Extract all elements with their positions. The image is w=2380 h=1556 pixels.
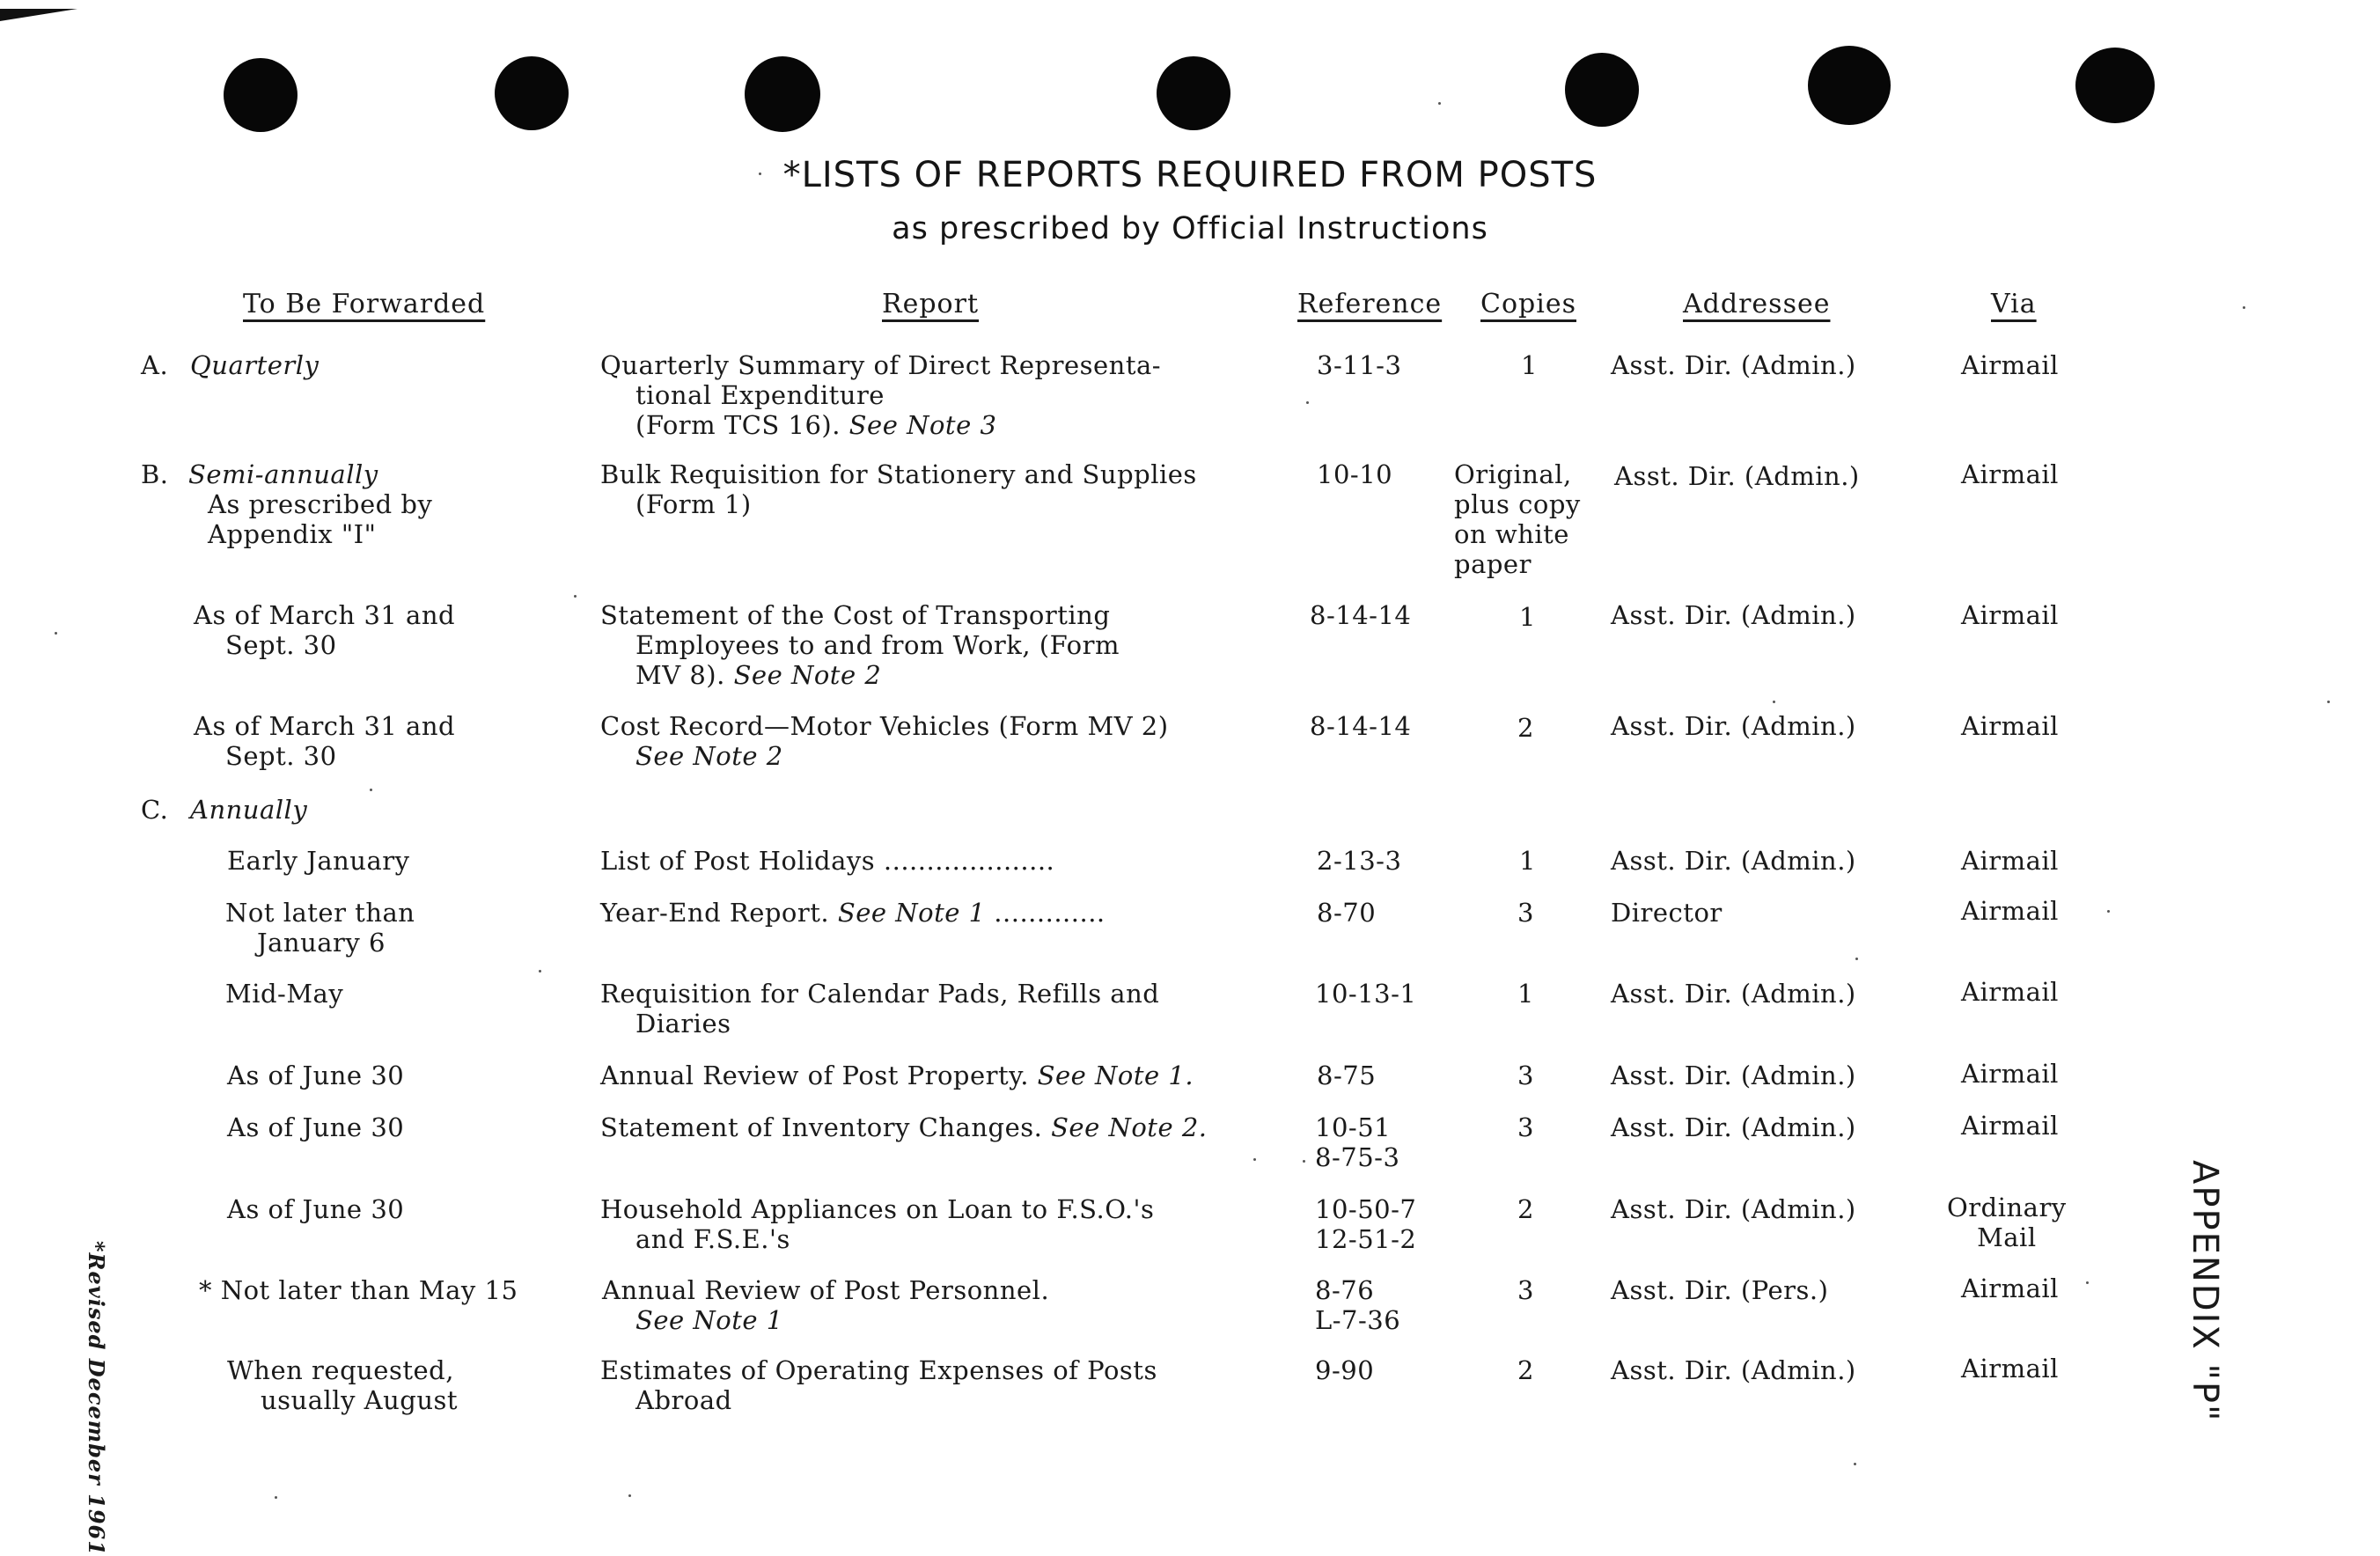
- forward-cell: [208, 489, 432, 549]
- page-subtitle: as prescribed by Official Instructions: [892, 211, 1488, 246]
- header-copies: Copies: [1480, 289, 1576, 319]
- via-cell: Airmail: [1961, 350, 2059, 380]
- report-cell: [600, 1355, 1157, 1415]
- speck: [759, 172, 761, 175]
- via-cell: Airmail: [1961, 1111, 2059, 1141]
- report-line: Household Appliances on Loan to F.S.O.'s: [600, 1194, 1155, 1224]
- report-line: Annual Review of Post Personnel.: [602, 1275, 1050, 1305]
- addressee-cell: Asst. Dir. (Admin.): [1611, 846, 1856, 876]
- forward-cell: Early January: [227, 846, 410, 876]
- speck: [1438, 102, 1441, 105]
- speck: [1253, 1158, 1256, 1161]
- report-cell: [600, 350, 1161, 440]
- forward-cell: [194, 600, 455, 660]
- copies-line: on white: [1454, 519, 1569, 549]
- copies-cell: 2: [1517, 1194, 1534, 1224]
- forward-line: As prescribed by: [208, 489, 433, 519]
- punch-hole: [495, 56, 569, 130]
- header-report: Report: [882, 289, 980, 319]
- copies-cell: 1: [1517, 979, 1534, 1009]
- reference-line: L-7-36: [1315, 1305, 1401, 1335]
- report-line: (Form 1): [635, 489, 752, 519]
- reference-cell: 2-13-3: [1317, 846, 1402, 876]
- reference-cell: 3-11-3: [1317, 350, 1402, 380]
- copies-line: Original,: [1454, 459, 1572, 489]
- addressee-cell: Director: [1611, 898, 1723, 928]
- forward-cell: [194, 711, 455, 771]
- forward-line: When requested,: [227, 1355, 454, 1385]
- forward-cell: * Not later than May 15: [199, 1275, 518, 1305]
- addressee-cell: Asst. Dir. (Admin.): [1611, 600, 1856, 630]
- via-cell: Airmail: [1961, 1273, 2059, 1303]
- addressee-cell: Asst. Dir. (Pers.): [1611, 1275, 1829, 1305]
- note-ref: See Note 2: [635, 741, 783, 771]
- punch-hole: [745, 56, 820, 132]
- header-to-be-forwarded: To Be Forwarded: [243, 289, 486, 319]
- copies-line: plus copy: [1454, 489, 1581, 519]
- speck: [2327, 701, 2330, 703]
- speck: [1303, 1160, 1305, 1163]
- report-cell: List of Post Holidays ....................: [600, 846, 1055, 876]
- reference-line: 10-50-7: [1315, 1194, 1417, 1224]
- addressee-cell: Asst. Dir. (Admin.): [1611, 1061, 1856, 1090]
- forward-line: Sept. 30: [225, 630, 337, 660]
- note-ref: See Note 1.: [1037, 1061, 1194, 1090]
- forward-line: Appendix "I": [208, 519, 377, 549]
- via-line: Mail: [1977, 1222, 2037, 1252]
- copies-cell: 1: [1519, 846, 1536, 876]
- section-letter: A.: [141, 350, 169, 380]
- header-addressee: Addressee: [1683, 289, 1831, 319]
- punch-hole: [2075, 48, 2155, 123]
- note-ref: See Note 1: [635, 1305, 783, 1335]
- speck: [2243, 306, 2245, 309]
- page-title: *LISTS OF REPORTS REQUIRED FROM POSTS: [782, 155, 1598, 195]
- forward-cell: [225, 898, 415, 958]
- report-cell: [600, 979, 1159, 1039]
- via-cell: [1947, 1193, 2067, 1252]
- addressee-cell: Asst. Dir. (Admin.): [1611, 350, 1856, 380]
- note-ref: See Note 2.: [1051, 1112, 1208, 1142]
- report-line: (Form TCS 16). See Note 3: [635, 410, 997, 440]
- report-cell: [600, 459, 1197, 519]
- forward-cell: As of June 30: [227, 1061, 405, 1090]
- reference-cell: 9-90: [1315, 1355, 1375, 1385]
- via-cell: Airmail: [1961, 1059, 2059, 1089]
- forward-line: January 6: [257, 928, 386, 958]
- reference-cell: 8-14-14: [1310, 600, 1412, 630]
- note-ref: See Note 2: [733, 660, 882, 690]
- report-cell: [600, 711, 1169, 771]
- addressee-cell: Asst. Dir. (Admin.): [1611, 979, 1856, 1009]
- header-via: Via: [1991, 289, 2037, 319]
- report-line: Bulk Requisition for Stationery and Supplies: [600, 459, 1197, 489]
- copies-line: paper: [1454, 549, 1532, 579]
- reference-line: 8-75-3: [1315, 1142, 1400, 1172]
- report-cell: Statement of Inventory Changes. See Note 2.: [600, 1112, 1208, 1142]
- copies-cell: 1: [1521, 350, 1538, 380]
- report-line: Statement of the Cost of Transporting: [600, 600, 1111, 630]
- section-label: Quarterly: [190, 350, 320, 380]
- report-cell: [600, 1194, 1154, 1254]
- addressee-cell: Asst. Dir. (Admin.): [1611, 1112, 1856, 1142]
- report-line: Quarterly Summary of Direct Representa-: [600, 350, 1162, 380]
- report-line: MV 8). See Note 2: [635, 660, 882, 690]
- copies-cell: 2: [1517, 713, 1534, 743]
- forward-cell: Mid-May: [225, 979, 344, 1009]
- report-line: Requisition for Calendar Pads, Refills and: [600, 979, 1160, 1009]
- reference-cell: 10-13-1: [1315, 979, 1417, 1009]
- via-cell: Airmail: [1961, 459, 2059, 489]
- speck: [55, 632, 57, 635]
- reference-cell: [1315, 1112, 1399, 1172]
- via-cell: Airmail: [1961, 1354, 2059, 1384]
- report-line: Estimates of Operating Expenses of Posts: [600, 1355, 1157, 1385]
- reference-cell: [1315, 1194, 1416, 1254]
- speck: [2086, 1281, 2089, 1284]
- speck: [1306, 401, 1309, 404]
- copies-cell: 3: [1517, 1275, 1534, 1305]
- reference-cell: 8-14-14: [1310, 711, 1412, 741]
- forward-cell: As of June 30: [227, 1112, 405, 1142]
- forward-cell: As of June 30: [227, 1194, 405, 1224]
- reference-cell: [1315, 1275, 1400, 1335]
- forward-cell: [227, 1355, 458, 1415]
- reference-line: 12-51-2: [1315, 1224, 1417, 1254]
- section-label: Semi-annually: [188, 459, 378, 489]
- punch-hole: [1565, 53, 1639, 127]
- reference-line: 10-51: [1315, 1112, 1392, 1142]
- forward-line: As of March 31 and: [194, 600, 456, 630]
- copies-cell: 3: [1517, 1112, 1534, 1142]
- speck: [1773, 701, 1775, 703]
- copies-cell: 2: [1517, 1355, 1534, 1385]
- via-line: Ordinary: [1947, 1193, 2067, 1222]
- note-ref: See Note 1: [837, 898, 986, 928]
- speck: [574, 595, 577, 598]
- forward-line: usually August: [261, 1385, 459, 1415]
- speck: [628, 1494, 631, 1497]
- report-cell: [602, 1275, 1049, 1335]
- addressee-cell: Asst. Dir. (Admin.): [1611, 711, 1856, 741]
- section-label: Annually: [190, 795, 308, 825]
- header-reference: Reference: [1297, 289, 1443, 319]
- speck: [275, 1496, 277, 1499]
- reference-cell: 10-10: [1317, 459, 1393, 489]
- via-cell: Airmail: [1961, 600, 2059, 630]
- forward-line: Sept. 30: [225, 741, 337, 771]
- report-line: Employees to and from Work, (Form: [635, 630, 1120, 660]
- punch-hole: [224, 58, 298, 132]
- copies-cell: [1454, 459, 1581, 579]
- punch-hole: [1157, 56, 1230, 130]
- reference-cell: 8-70: [1317, 898, 1377, 928]
- corner-mark: [0, 9, 77, 21]
- reference-cell: 8-75: [1317, 1061, 1377, 1090]
- note-ref: See Note 3: [848, 410, 997, 440]
- report-cell: Annual Review of Post Property. See Note 1.: [600, 1061, 1194, 1090]
- report-line: Diaries: [635, 1009, 731, 1039]
- report-cell: [600, 600, 1120, 690]
- report-cell: Year-End Report. See Note 1 .............: [600, 898, 1106, 928]
- copies-cell: 1: [1519, 602, 1536, 632]
- revision-note: *Revised December 1961: [84, 1241, 109, 1556]
- copies-cell: 3: [1517, 1061, 1534, 1090]
- via-cell: Airmail: [1961, 977, 2059, 1007]
- speck: [1855, 958, 1858, 960]
- speck: [370, 789, 372, 791]
- report-line: and F.S.E.'s: [635, 1224, 790, 1254]
- section-letter: C.: [141, 795, 169, 825]
- section-letter: B.: [141, 459, 169, 489]
- reference-line: 8-76: [1315, 1275, 1375, 1305]
- copies-cell: 3: [1517, 898, 1534, 928]
- via-cell: Airmail: [1961, 846, 2059, 876]
- report-line: Abroad: [635, 1385, 732, 1415]
- via-cell: Airmail: [1961, 711, 2059, 741]
- speck: [539, 970, 541, 972]
- appendix-label: APPENDIX "P": [2185, 1160, 2225, 1423]
- forward-line: As of March 31 and: [194, 711, 456, 741]
- speck: [2107, 910, 2110, 913]
- addressee-cell: Asst. Dir. (Admin.): [1611, 1355, 1856, 1385]
- via-cell: Airmail: [1961, 896, 2059, 926]
- addressee-cell: Asst. Dir. (Admin.): [1614, 461, 1860, 491]
- speck: [1854, 1463, 1856, 1465]
- addressee-cell: Asst. Dir. (Admin.): [1611, 1194, 1856, 1224]
- report-line: Cost Record—Motor Vehicles (Form MV 2): [600, 711, 1169, 741]
- report-line: tional Expenditure: [635, 380, 885, 410]
- punch-hole: [1808, 46, 1891, 125]
- forward-line: Not later than: [225, 898, 415, 928]
